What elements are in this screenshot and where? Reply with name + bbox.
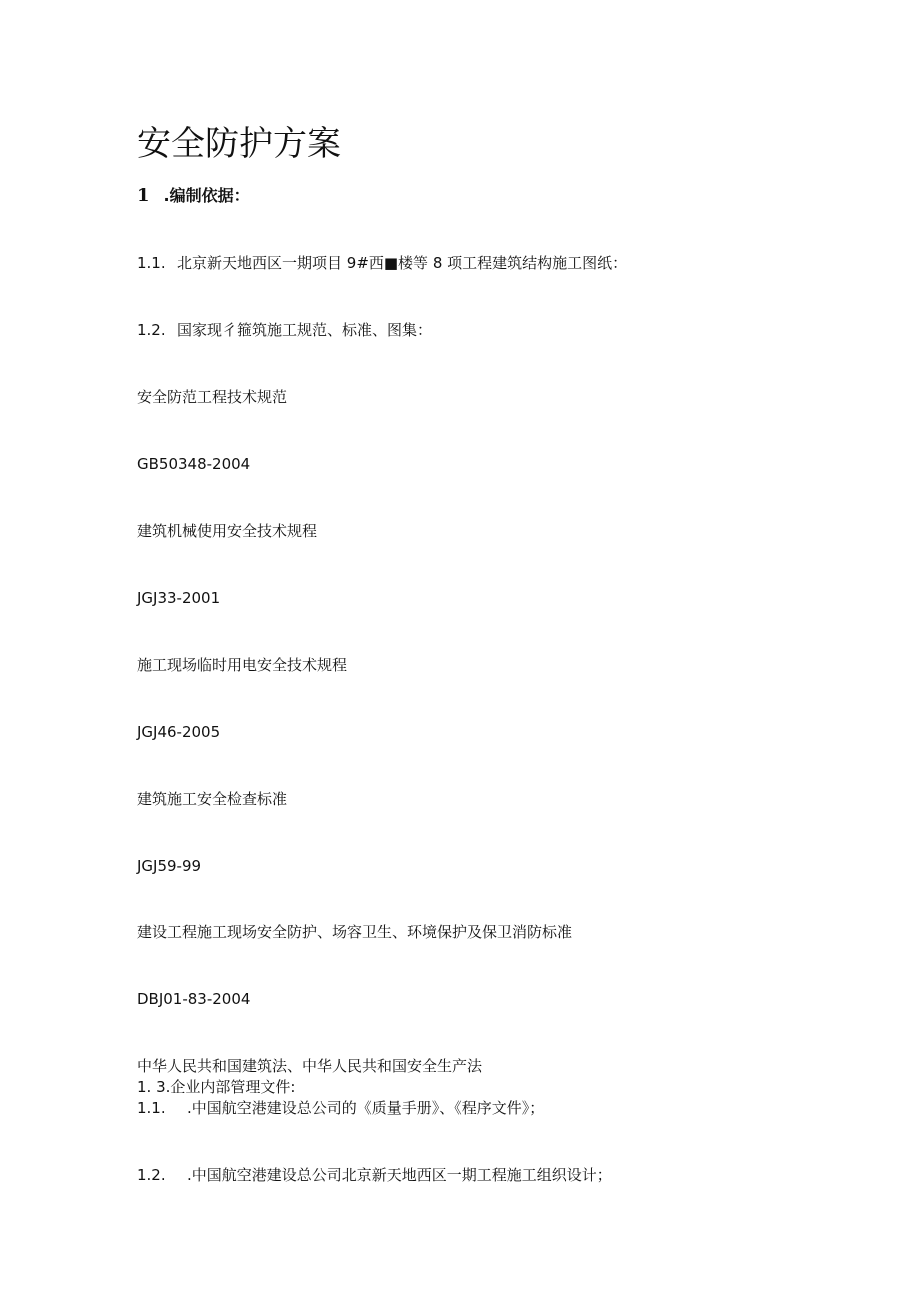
standard-code: DBJ01-83-2004 bbox=[137, 990, 251, 1008]
standard-code: JGJ59-99 bbox=[137, 857, 202, 875]
internal-doc-item bbox=[137, 1165, 612, 1185]
standard-code: JGJ46-2005 bbox=[137, 723, 221, 741]
basis-item-internal-docs: 1. 3.企业内部管理文件: bbox=[137, 1078, 296, 1096]
standard-line: 建设工程施工现场安全防护、场容卫生、环境保护及保卫消防标准 bbox=[137, 923, 573, 941]
section-heading-compile-basis bbox=[137, 185, 250, 207]
item-number: 1.2. bbox=[137, 1166, 166, 1184]
item-number: 1.2. bbox=[137, 321, 166, 339]
standard-line: 建筑施工安全检查标准 bbox=[137, 790, 288, 808]
basis-item-national-codes bbox=[137, 320, 432, 340]
standard-line: 中华人民共和国建筑法、中华人民共和国安全生产法 bbox=[137, 1057, 483, 1075]
standard-code: GB50348-2004 bbox=[137, 455, 251, 473]
item-text: .中国航空港建设总公司北京新天地西区一期工程施工组织设计； bbox=[187, 1166, 612, 1184]
document-title: 安全防护方案 bbox=[137, 124, 341, 164]
item-text: 北京新天地西区一期项目 9#西■楼等 8 项工程建筑结构施工图纸： bbox=[177, 254, 628, 272]
item-text: .中国航空港建设总公司的《质量手册》、《程序文件》； bbox=[187, 1099, 545, 1117]
standard-line: 施工现场临时用电安全技术规程 bbox=[137, 656, 348, 674]
basis-item-drawings bbox=[137, 253, 627, 273]
standard-line: 安全防范工程技术规范 bbox=[137, 388, 288, 406]
item-text: 国家现彳箍筑施工规范、标准、图集： bbox=[177, 321, 433, 339]
item-number: 1.1. bbox=[137, 254, 166, 272]
section-number: 1 bbox=[137, 185, 150, 206]
item-number: 1.1. bbox=[137, 1099, 166, 1117]
section-label: .编制依据： bbox=[163, 186, 250, 205]
internal-doc-item bbox=[137, 1098, 544, 1118]
standard-code: JGJ33-2001 bbox=[137, 589, 221, 607]
standard-line: 建筑机械使用安全技术规程 bbox=[137, 522, 318, 540]
